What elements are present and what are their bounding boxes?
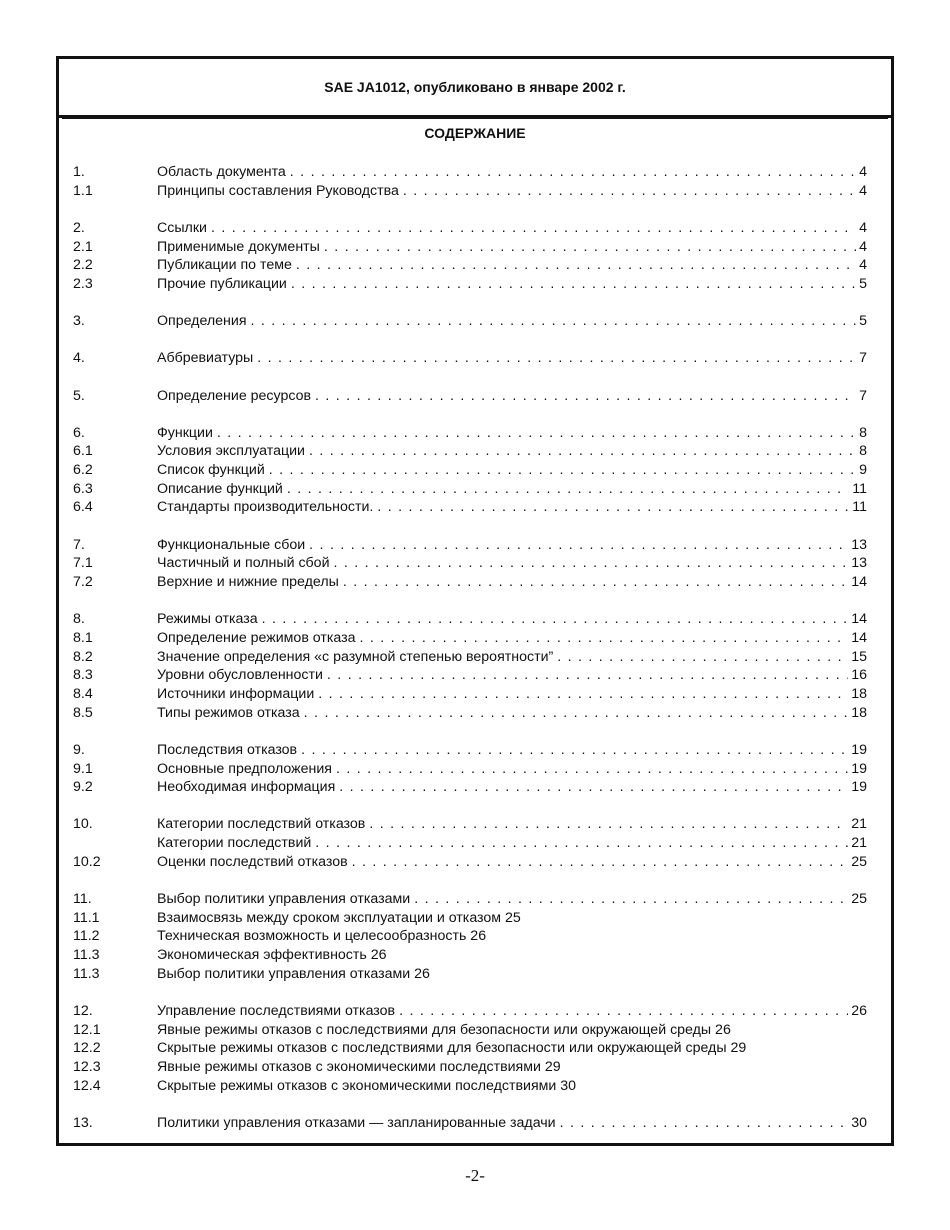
- toc-entry-number: 6.1: [73, 443, 93, 460]
- toc-entry-title: Определения: [157, 312, 251, 331]
- toc-entry: [73, 536, 867, 555]
- toc-entry-title: Последствия отказов: [157, 741, 301, 760]
- toc-entry-number: 7.: [73, 536, 85, 553]
- toc-entry-title: Типы режимов отказа: [157, 704, 304, 723]
- toc-entry-page: 18: [848, 704, 867, 723]
- toc-entry-page: 11: [849, 498, 867, 517]
- toc-entry-number: 11.2: [73, 928, 100, 945]
- dot-leader: [360, 629, 849, 648]
- toc-entry: [73, 778, 867, 797]
- toc-entry-title: Определение ресурсов: [157, 387, 315, 406]
- toc-entry: [73, 424, 867, 443]
- toc-entry: [73, 741, 867, 760]
- toc-entry-page: 4: [856, 256, 867, 275]
- toc-entry-title: Управление последствиями отказов: [157, 1002, 399, 1021]
- dot-leader: [315, 387, 856, 406]
- toc-entry-page: 5: [856, 312, 867, 331]
- toc-entry-number: 13.: [73, 1114, 93, 1131]
- toc-entry-line: [157, 1002, 867, 1021]
- toc-entry-title: Условия эксплуатации: [157, 442, 309, 461]
- toc-entry-line: [157, 610, 867, 629]
- toc-entry-number: 4.: [73, 350, 85, 367]
- toc-group-spacer: [73, 1095, 867, 1114]
- toc-entry-page: 18: [848, 685, 867, 704]
- toc-entry-number: 11.1: [73, 909, 100, 926]
- toc-entry-page: 19: [848, 760, 867, 779]
- toc-entry-line: [157, 1114, 867, 1133]
- toc-entry-number: 8.1: [73, 629, 93, 646]
- toc-entry-page: 15: [848, 648, 867, 667]
- document-header-title: SAE JA1012, опубликовано в январе 2002 г.: [324, 79, 626, 95]
- toc-group-spacer: [73, 405, 867, 424]
- toc-entry-number: 8.2: [73, 648, 93, 665]
- toc-entry-title: Явные режимы отказов с экономическими последствиями 29: [157, 1058, 561, 1075]
- page-number: -2-: [465, 1166, 485, 1185]
- toc-entry-title: Верхние и нижние пределы: [157, 573, 343, 592]
- toc-entry: [73, 480, 867, 499]
- toc-entry-number: 8.5: [73, 704, 93, 721]
- dot-leader: [557, 648, 848, 667]
- toc-entry-title: Уровни обусловленности: [157, 666, 327, 685]
- toc-entry-number: 12.3: [73, 1058, 101, 1075]
- dot-leader: [334, 554, 849, 573]
- dot-leader: [296, 256, 856, 275]
- toc-group-spacer: [73, 871, 867, 890]
- toc-group-spacer: [73, 983, 867, 1002]
- toc-group-spacer: [73, 797, 867, 816]
- dot-leader: [414, 890, 848, 909]
- toc-entry-title: Скрытые режимы отказов с последствиями для безопасности или окружающей среды 29: [157, 1040, 747, 1057]
- toc-entry-title: Описание функций: [157, 480, 287, 499]
- toc-entry-title: Политики управления отказами — запланированные задачи: [157, 1114, 560, 1133]
- toc-entry-title: Функциональные сбои: [157, 536, 309, 555]
- toc-entry-page: 14: [848, 629, 867, 648]
- toc-entry-page: 21: [848, 834, 867, 853]
- toc-entry-page: 4: [856, 219, 867, 238]
- toc-entry-title: Функции: [157, 424, 217, 443]
- toc-entry: [73, 1114, 867, 1133]
- toc-entry-title: Экономическая эффективность 26: [157, 947, 387, 963]
- toc-entry: [73, 946, 867, 965]
- toc-group-spacer: [73, 722, 867, 741]
- toc-entry: [73, 1077, 867, 1096]
- toc-entry-title: Основные предположения: [157, 760, 336, 779]
- toc-entry-number: 7.2: [73, 574, 93, 590]
- toc-entry-line: [157, 853, 867, 872]
- dot-leader: [403, 182, 856, 201]
- toc-entry-line: [157, 182, 867, 201]
- toc-entry-page: 4: [856, 163, 867, 182]
- toc-entry-number: 9.: [73, 741, 85, 758]
- toc-entry-title: Выбор политики управления отказами: [157, 890, 414, 909]
- toc-entry: [73, 1058, 867, 1077]
- toc-group-spacer: [73, 592, 867, 611]
- toc-entry-page: 7: [856, 349, 867, 368]
- toc-entry: [73, 442, 867, 461]
- toc-entry-line: [157, 275, 867, 294]
- toc-entry-line: [157, 387, 867, 406]
- toc-entry: [73, 1039, 867, 1058]
- toc-entry-page: 19: [848, 741, 867, 760]
- dot-leader: [336, 760, 848, 779]
- toc-entry-number: 2.1: [73, 238, 93, 255]
- toc-entry-number: 5.: [73, 387, 85, 404]
- toc-entry: [73, 498, 867, 517]
- dot-leader: [290, 163, 856, 182]
- toc-entry-page: 14: [848, 610, 867, 629]
- toc-entry-number: 3.: [73, 313, 85, 330]
- table-of-contents: [73, 163, 867, 1133]
- toc-entry-line: [157, 890, 867, 909]
- toc-entry-number: 11.: [73, 890, 92, 907]
- dot-leader: [315, 834, 848, 853]
- toc-entry: [73, 629, 867, 648]
- document-header: [59, 59, 891, 118]
- toc-entry: [73, 219, 867, 238]
- toc-entry-number: 9.2: [73, 779, 93, 796]
- toc-entry-number: 7.1: [73, 555, 93, 572]
- toc-entry-title: Категории последствий: [157, 834, 315, 853]
- toc-entry-page: 11: [849, 480, 867, 499]
- toc-entry-number: 6.: [73, 424, 85, 441]
- toc-entry-line: [157, 536, 867, 555]
- toc-entry-number: 12.2: [73, 1040, 101, 1057]
- dot-leader: [377, 498, 849, 517]
- toc-entry: [73, 704, 867, 723]
- toc-entry: [73, 349, 867, 368]
- toc-entry-title: Скрытые режимы отказов с экономическими последствиями 30: [157, 1077, 577, 1094]
- dot-leader: [287, 480, 849, 499]
- toc-entry: [73, 666, 867, 685]
- toc-entry-number: 10.2: [73, 853, 101, 870]
- toc-entry-line: [157, 685, 867, 704]
- toc-entry-page: 25: [848, 890, 867, 909]
- dot-leader: [217, 424, 856, 443]
- toc-entry-page: 19: [848, 778, 867, 797]
- toc-entry-number: 6.2: [73, 462, 93, 479]
- toc-entry-number: 12.1: [73, 1021, 101, 1038]
- toc-entry-page: 14: [848, 573, 867, 592]
- toc-entry-title: Источники информации: [157, 685, 318, 704]
- toc-entry: [73, 275, 867, 294]
- toc-entry: [73, 685, 867, 704]
- toc-entry-title: Область документа: [157, 163, 290, 182]
- toc-entry-page: 26: [848, 1002, 867, 1021]
- toc-entry-page: 13: [848, 536, 867, 555]
- toc-entry-line: [157, 424, 867, 443]
- toc-entry-number: 11.3: [73, 965, 100, 982]
- dot-leader: [339, 778, 848, 797]
- toc-entry-line: [157, 461, 867, 480]
- toc-entry: [73, 760, 867, 779]
- toc-entry: [73, 909, 867, 928]
- dot-leader: [301, 741, 848, 760]
- dot-leader: [399, 1002, 848, 1021]
- dot-leader: [211, 219, 856, 238]
- toc-entry: [73, 648, 867, 667]
- toc-entry-line: [157, 648, 867, 667]
- toc-entry: [73, 927, 867, 946]
- toc-entry-line: [157, 163, 867, 182]
- dot-leader: [269, 461, 856, 480]
- toc-entry-title: Категории последствий отказов: [157, 815, 369, 834]
- toc-entry-line: [157, 554, 867, 573]
- toc-entry-title: Принципы составления Руководства: [157, 182, 403, 201]
- toc-entry: [73, 1021, 867, 1040]
- toc-entry-page: 21: [848, 815, 867, 834]
- toc-entry-number: 12.: [73, 1002, 93, 1019]
- toc-entry: [73, 238, 867, 257]
- toc-entry: [73, 834, 867, 853]
- toc-group-spacer: [73, 368, 867, 387]
- toc-entry-number: 2.2: [73, 257, 93, 274]
- toc-entry-line: [157, 760, 867, 779]
- toc-entry: [73, 461, 867, 480]
- dot-leader: [304, 704, 849, 723]
- toc-entry-number: 8.: [73, 611, 85, 628]
- toc-entry-line: [157, 704, 867, 723]
- dot-leader: [343, 573, 848, 592]
- toc-entry-title: Ссылки: [157, 219, 211, 238]
- toc-entry-number: 11.3: [73, 947, 100, 963]
- toc-entry-page: 4: [856, 182, 867, 201]
- toc-entry-line: [157, 480, 867, 499]
- toc-entry: [73, 256, 867, 275]
- toc-entry-line: [157, 349, 867, 368]
- toc-entry-line: [157, 815, 867, 834]
- dot-leader: [262, 610, 849, 629]
- toc-entry-title: Применимые документы: [157, 238, 324, 257]
- dot-leader: [318, 685, 848, 704]
- toc-entry-title: Взаимосвязь между сроком эксплуатации и отказом 25: [157, 909, 521, 926]
- toc-entry-page: 13: [848, 554, 867, 573]
- toc-entry-line: [157, 498, 867, 517]
- toc-entry-title: Частичный и полный сбой: [157, 554, 334, 573]
- toc-entry-page: 8: [856, 442, 867, 461]
- toc-entry-number: 2.: [73, 219, 85, 236]
- toc-group-spacer: [73, 294, 867, 313]
- toc-entry-page: 8: [856, 424, 867, 443]
- dot-leader: [352, 853, 849, 872]
- dot-leader: [291, 275, 856, 294]
- toc-entry-number: 1.: [73, 164, 85, 180]
- document-frame: [56, 56, 894, 1146]
- toc-entry-line: [157, 442, 867, 461]
- dot-leader: [257, 349, 856, 368]
- toc-entry-title: Выбор политики управления отказами 26: [157, 965, 430, 982]
- dot-leader: [309, 442, 856, 461]
- toc-entry-title: Необходимая информация: [157, 778, 339, 797]
- toc-entry-number: 2.3: [73, 275, 93, 292]
- toc-entry-title: Техническая возможность и целесообразность 26: [157, 928, 487, 945]
- toc-entry: [73, 312, 867, 331]
- toc-entry-title: Публикации по теме: [157, 256, 296, 275]
- dot-leader: [251, 312, 857, 331]
- toc-entry-page: 7: [856, 387, 867, 406]
- toc-entry: [73, 554, 867, 573]
- toc-entry-title: Прочие публикации: [157, 275, 291, 294]
- toc-entry-title: Явные режимы отказов с последствиями для безопасности или окружающей среды 26: [157, 1021, 731, 1038]
- toc-group-spacer: [73, 331, 867, 350]
- toc-entry-number: 10.: [73, 816, 93, 833]
- toc-entry-title: Оценки последствий отказов: [157, 853, 352, 872]
- toc-entry-line: [157, 573, 867, 592]
- toc-entry: [73, 1002, 867, 1021]
- dot-leader: [327, 666, 848, 685]
- toc-entry: [73, 853, 867, 872]
- toc-entry-line: [157, 312, 867, 331]
- dot-leader: [324, 238, 856, 257]
- toc-entry-title: Режимы отказа: [157, 610, 262, 629]
- toc-entry-line: [157, 666, 867, 685]
- toc-entry: [73, 965, 867, 984]
- toc-entry-number: 9.1: [73, 760, 93, 777]
- toc-entry-line: [157, 219, 867, 238]
- dot-leader: [369, 815, 848, 834]
- toc-entry-title: Список функций: [157, 461, 269, 480]
- toc-entry-line: [157, 741, 867, 760]
- header-divider: [62, 118, 888, 119]
- toc-entry-page: 5: [856, 275, 867, 294]
- toc-entry: [73, 610, 867, 629]
- toc-entry-page: 30: [848, 1114, 867, 1133]
- toc-entry: [73, 890, 867, 909]
- toc-entry: [73, 163, 867, 182]
- toc-entry-line: [157, 238, 867, 257]
- dot-leader: [309, 536, 848, 555]
- toc-group-spacer: [73, 200, 867, 219]
- toc-entry-line: [157, 256, 867, 275]
- toc-entry-title: Определение режимов отказа: [157, 629, 360, 648]
- toc-entry-line: [157, 778, 867, 797]
- toc-entry-number: 8.3: [73, 667, 93, 684]
- toc-entry-number: 8.4: [73, 685, 93, 702]
- toc-entry-page: 25: [848, 853, 867, 872]
- dot-leader: [560, 1114, 849, 1133]
- toc-entry-line: [157, 834, 867, 853]
- toc-group-spacer: [73, 517, 867, 536]
- toc-entry-title: Стандарты производительности.: [157, 498, 377, 517]
- toc-entry-title: Аббревиатуры: [157, 349, 257, 368]
- toc-entry-number: 6.4: [73, 499, 93, 516]
- toc-entry: [73, 815, 867, 834]
- toc-entry: [73, 573, 867, 592]
- toc-entry-number: 12.4: [73, 1077, 101, 1094]
- toc-entry: [73, 182, 867, 201]
- toc-entry-page: 4: [856, 238, 867, 257]
- toc-entry-number: 6.3: [73, 480, 93, 497]
- toc-entry-page: 16: [848, 666, 867, 685]
- toc-entry-number: 1.1: [73, 182, 93, 199]
- toc-entry: [73, 387, 867, 406]
- toc-heading: СОДЕРЖАНИЕ: [424, 125, 526, 141]
- toc-entry-page: 9: [856, 461, 867, 480]
- toc-entry-title: Значение определения «с разумной степенью вероятности”: [157, 648, 557, 667]
- toc-entry-line: [157, 629, 867, 648]
